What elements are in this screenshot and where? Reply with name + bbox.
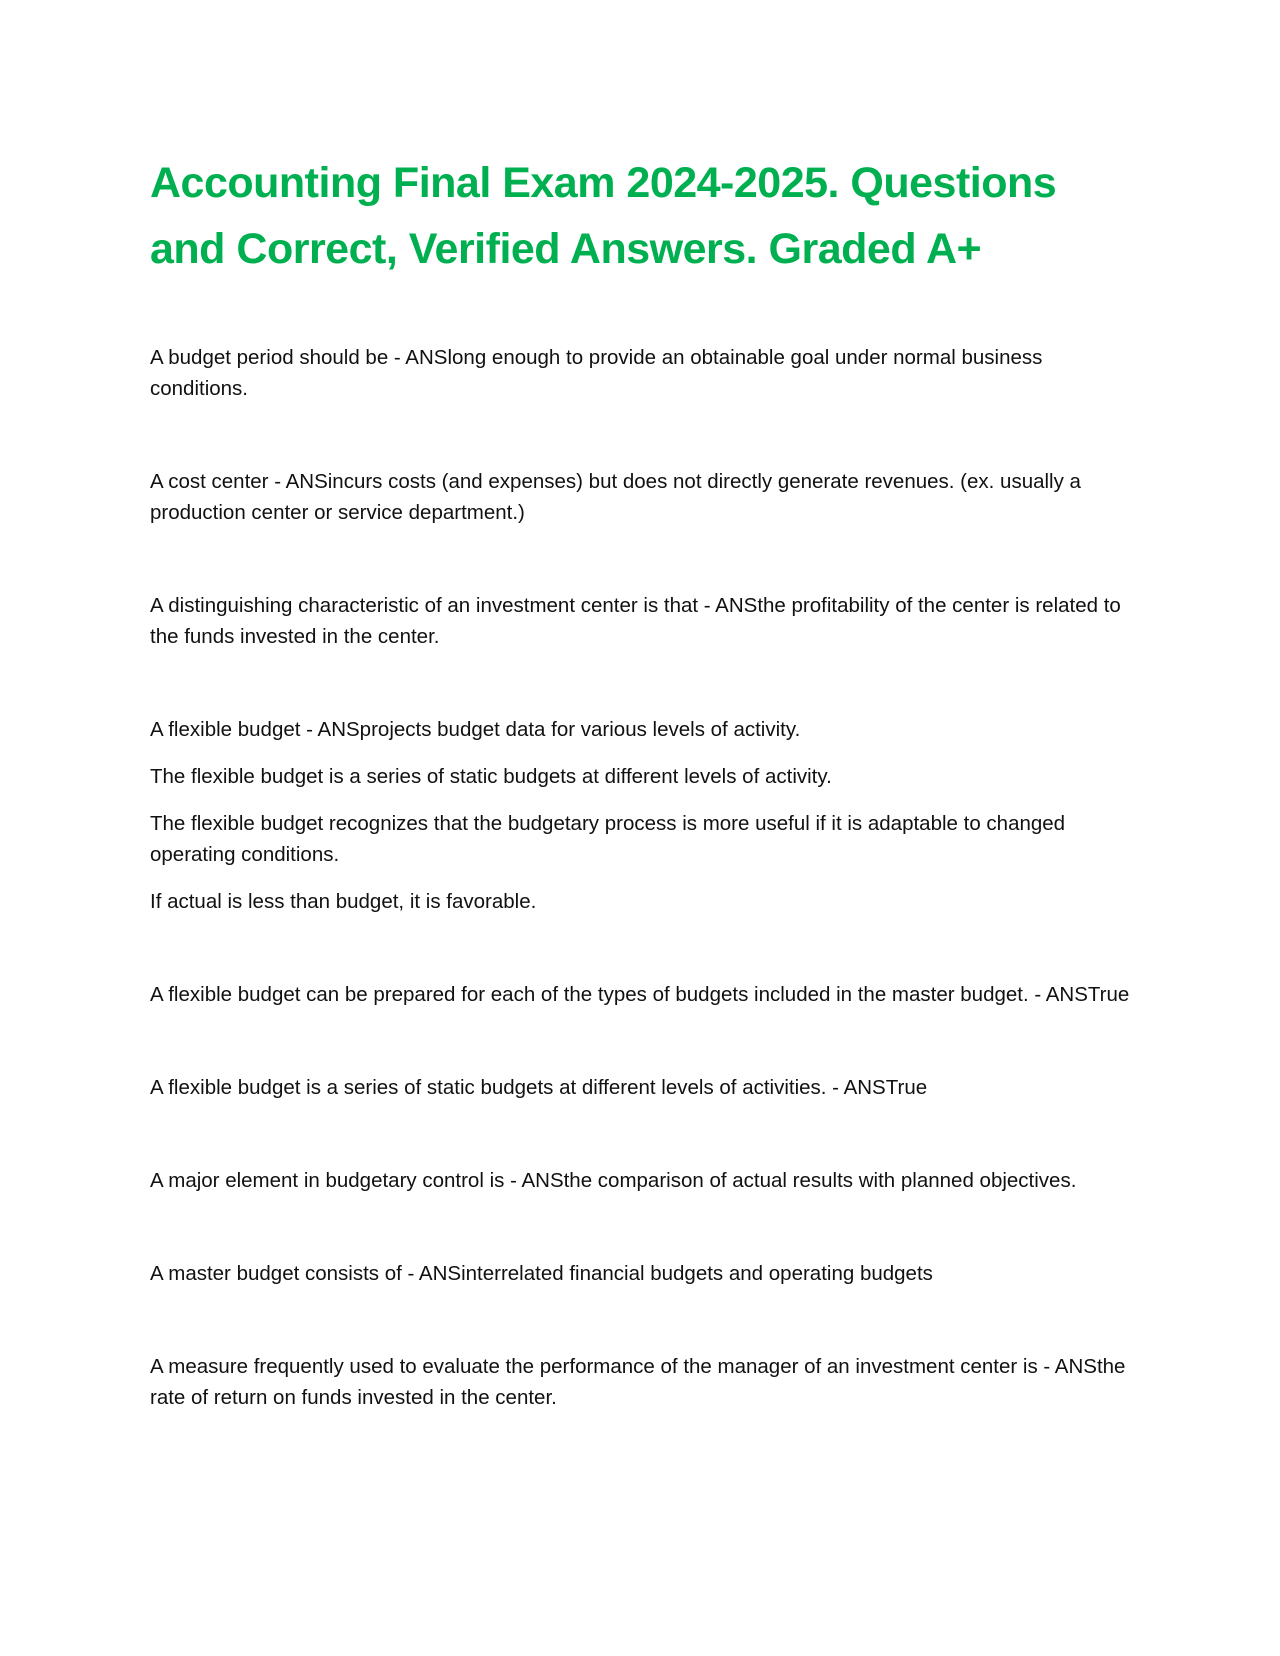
qa-entry-flexible-budget-static	[150, 1072, 1130, 1103]
qa-text: If actual is less than budget, it is favorable.	[150, 890, 537, 913]
qa-text: A flexible budget - ANSprojects budget data for various levels of activity.	[150, 718, 801, 741]
qa-entry-investment-center	[150, 590, 1130, 652]
qa-entry-performance-measure	[150, 1351, 1130, 1413]
qa-text: A major element in budgetary control is - ANSthe comparison of actual results with planned objectives.	[150, 1169, 1077, 1192]
qa-entry-budget-period	[150, 342, 1130, 404]
qa-entry-budgetary-control	[150, 1165, 1130, 1196]
qa-entry-flexible-budget	[150, 714, 1130, 917]
qa-text: A measure frequently used to evaluate the performance of the manager of an investment center is - ANSthe rate of return on funds invested in the center.	[150, 1355, 1126, 1409]
qa-text: A cost center - ANSincurs costs (and expenses) but does not directly generate revenues. (ex. usually a production center or service department.)	[150, 470, 1081, 524]
qa-text: A distinguishing characteristic of an investment center is that - ANSthe profitability of the center is related to the funds invested in the center.	[150, 594, 1121, 648]
qa-text: A budget period should be - ANSlong enough to provide an obtainable goal under normal business conditions.	[150, 346, 1043, 400]
qa-text: The flexible budget is a series of static budgets at different levels of activity.	[150, 765, 832, 788]
qa-text: A flexible budget is a series of static budgets at different levels of activities. - ANSTrue	[150, 1076, 928, 1099]
qa-entry-master-budget	[150, 1258, 1130, 1289]
document-title: Accounting Final Exam 2024-2025. Questions and Correct, Verified Answers. Graded A+	[150, 159, 1057, 273]
document-page	[150, 150, 1130, 1475]
qa-text: The flexible budget recognizes that the budgetary process is more useful if it is adaptable to changed operating conditions.	[150, 812, 1066, 866]
qa-list	[150, 342, 1130, 1413]
qa-entry-cost-center	[150, 466, 1130, 528]
qa-text: A master budget consists of - ANSinterrelated financial budgets and operating budgets	[150, 1262, 933, 1285]
qa-text: A flexible budget can be prepared for each of the types of budgets included in the master budget. - ANSTrue	[150, 983, 1130, 1006]
qa-entry-flexible-budget-master	[150, 979, 1130, 1010]
